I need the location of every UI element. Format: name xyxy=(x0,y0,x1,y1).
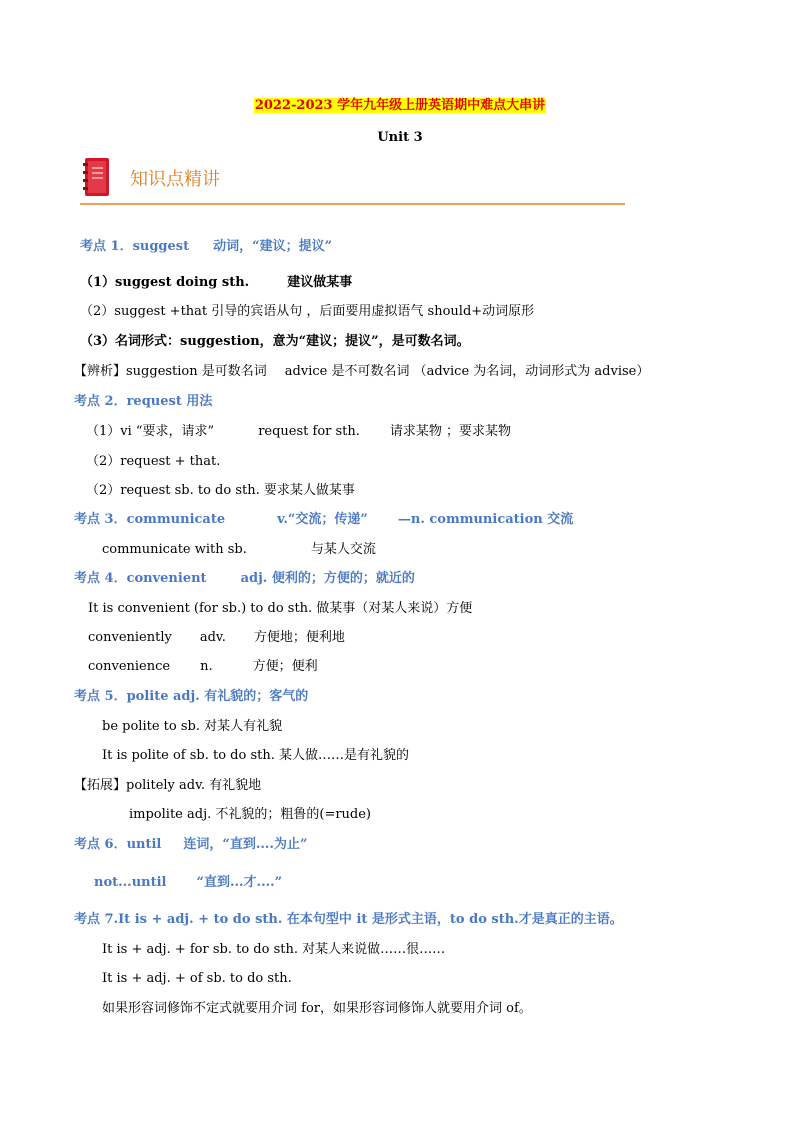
point-2-line-3: （2）request sb. to do sth. 要求某人做某事 xyxy=(86,483,355,498)
point-7-line-1: It is + adj. + for sb. to do sth. 对某人来说做……很…… xyxy=(102,942,446,957)
document-title: 2022-2023 学年九年级上册英语期中难点大串讲 xyxy=(254,98,546,113)
point-4-line-1: It is convenient (for sb.) to do sth. 做某事（对某人来说）方便 xyxy=(88,601,473,616)
point-2-heading: 考点 2．request 用法 xyxy=(74,394,213,409)
notebook-icon xyxy=(83,157,111,197)
section-divider xyxy=(80,203,625,205)
point-5-extension-2: impolite adj. 不礼貌的；粗鲁的(=rude) xyxy=(129,807,372,822)
point-1-line-1: （1）suggest doing sth. 建议做某事 xyxy=(80,275,353,290)
point-4-line-3: convenience n. 方便；便利 xyxy=(88,659,318,674)
point-3-heading: 考点 3．communicate v.“交流；传递” —n. communication 交流 xyxy=(74,512,574,527)
point-1-heading: 考点 1．suggest 动词，“建议；提议” xyxy=(80,239,333,254)
point-5-extension: 【拓展】politely adv. 有礼貌地 xyxy=(74,778,262,793)
point-2-line-2: （2）request + that. xyxy=(86,454,221,469)
point-3-line-1: communicate with sb. 与某人交流 xyxy=(102,542,376,557)
point-5-heading: 考点 5．polite adj. 有礼貌的；客气的 xyxy=(74,689,309,704)
section-title: 知识点精讲 xyxy=(130,169,220,190)
point-6-heading: 考点 6．until 连词，“直到....为止” xyxy=(74,837,308,852)
point-1-note: 【辨析】suggestion 是可数名词 advice 是不可数名词 （advice 为名词，动词形式为 advise） xyxy=(74,364,650,379)
point-7-heading: 考点 7.It is + adj. + to do sth. 在本句型中 it 是形式主语，to do sth.才是真正的主语。 xyxy=(74,912,623,927)
point-6-line-1: not...until “直到...才....” xyxy=(94,875,283,890)
point-4-heading: 考点 4．convenient adj. 便利的；方便的；就近的 xyxy=(74,571,415,586)
point-7-line-2: It is + adj. + of sb. to do sth. xyxy=(102,971,292,986)
point-2-line-1: （1）vi “要求，请求” request for sth. 请求某物 ；要求某物 xyxy=(86,424,512,439)
point-7-line-3: 如果形容词修饰不定式就要用介词 for，如果形容词修饰人就要用介词 of。 xyxy=(102,1001,532,1016)
point-1-line-3: （3）名词形式：suggestion，意为“建议；提议”，是可数名词。 xyxy=(80,334,470,349)
point-5-line-1: be polite to sb. 对某人有礼貌 xyxy=(102,719,283,734)
point-4-line-2: conveniently adv. 方便地；便利地 xyxy=(88,630,345,645)
section-header xyxy=(80,154,625,206)
unit-heading: Unit 3 xyxy=(377,130,423,145)
point-5-line-2: It is polite of sb. to do sth. 某人做……是有礼貌的 xyxy=(102,748,409,763)
point-1-line-2: （2）suggest +that 引导的宾语从句 ，后面要用虚拟语气 should+动词原形 xyxy=(80,304,535,319)
